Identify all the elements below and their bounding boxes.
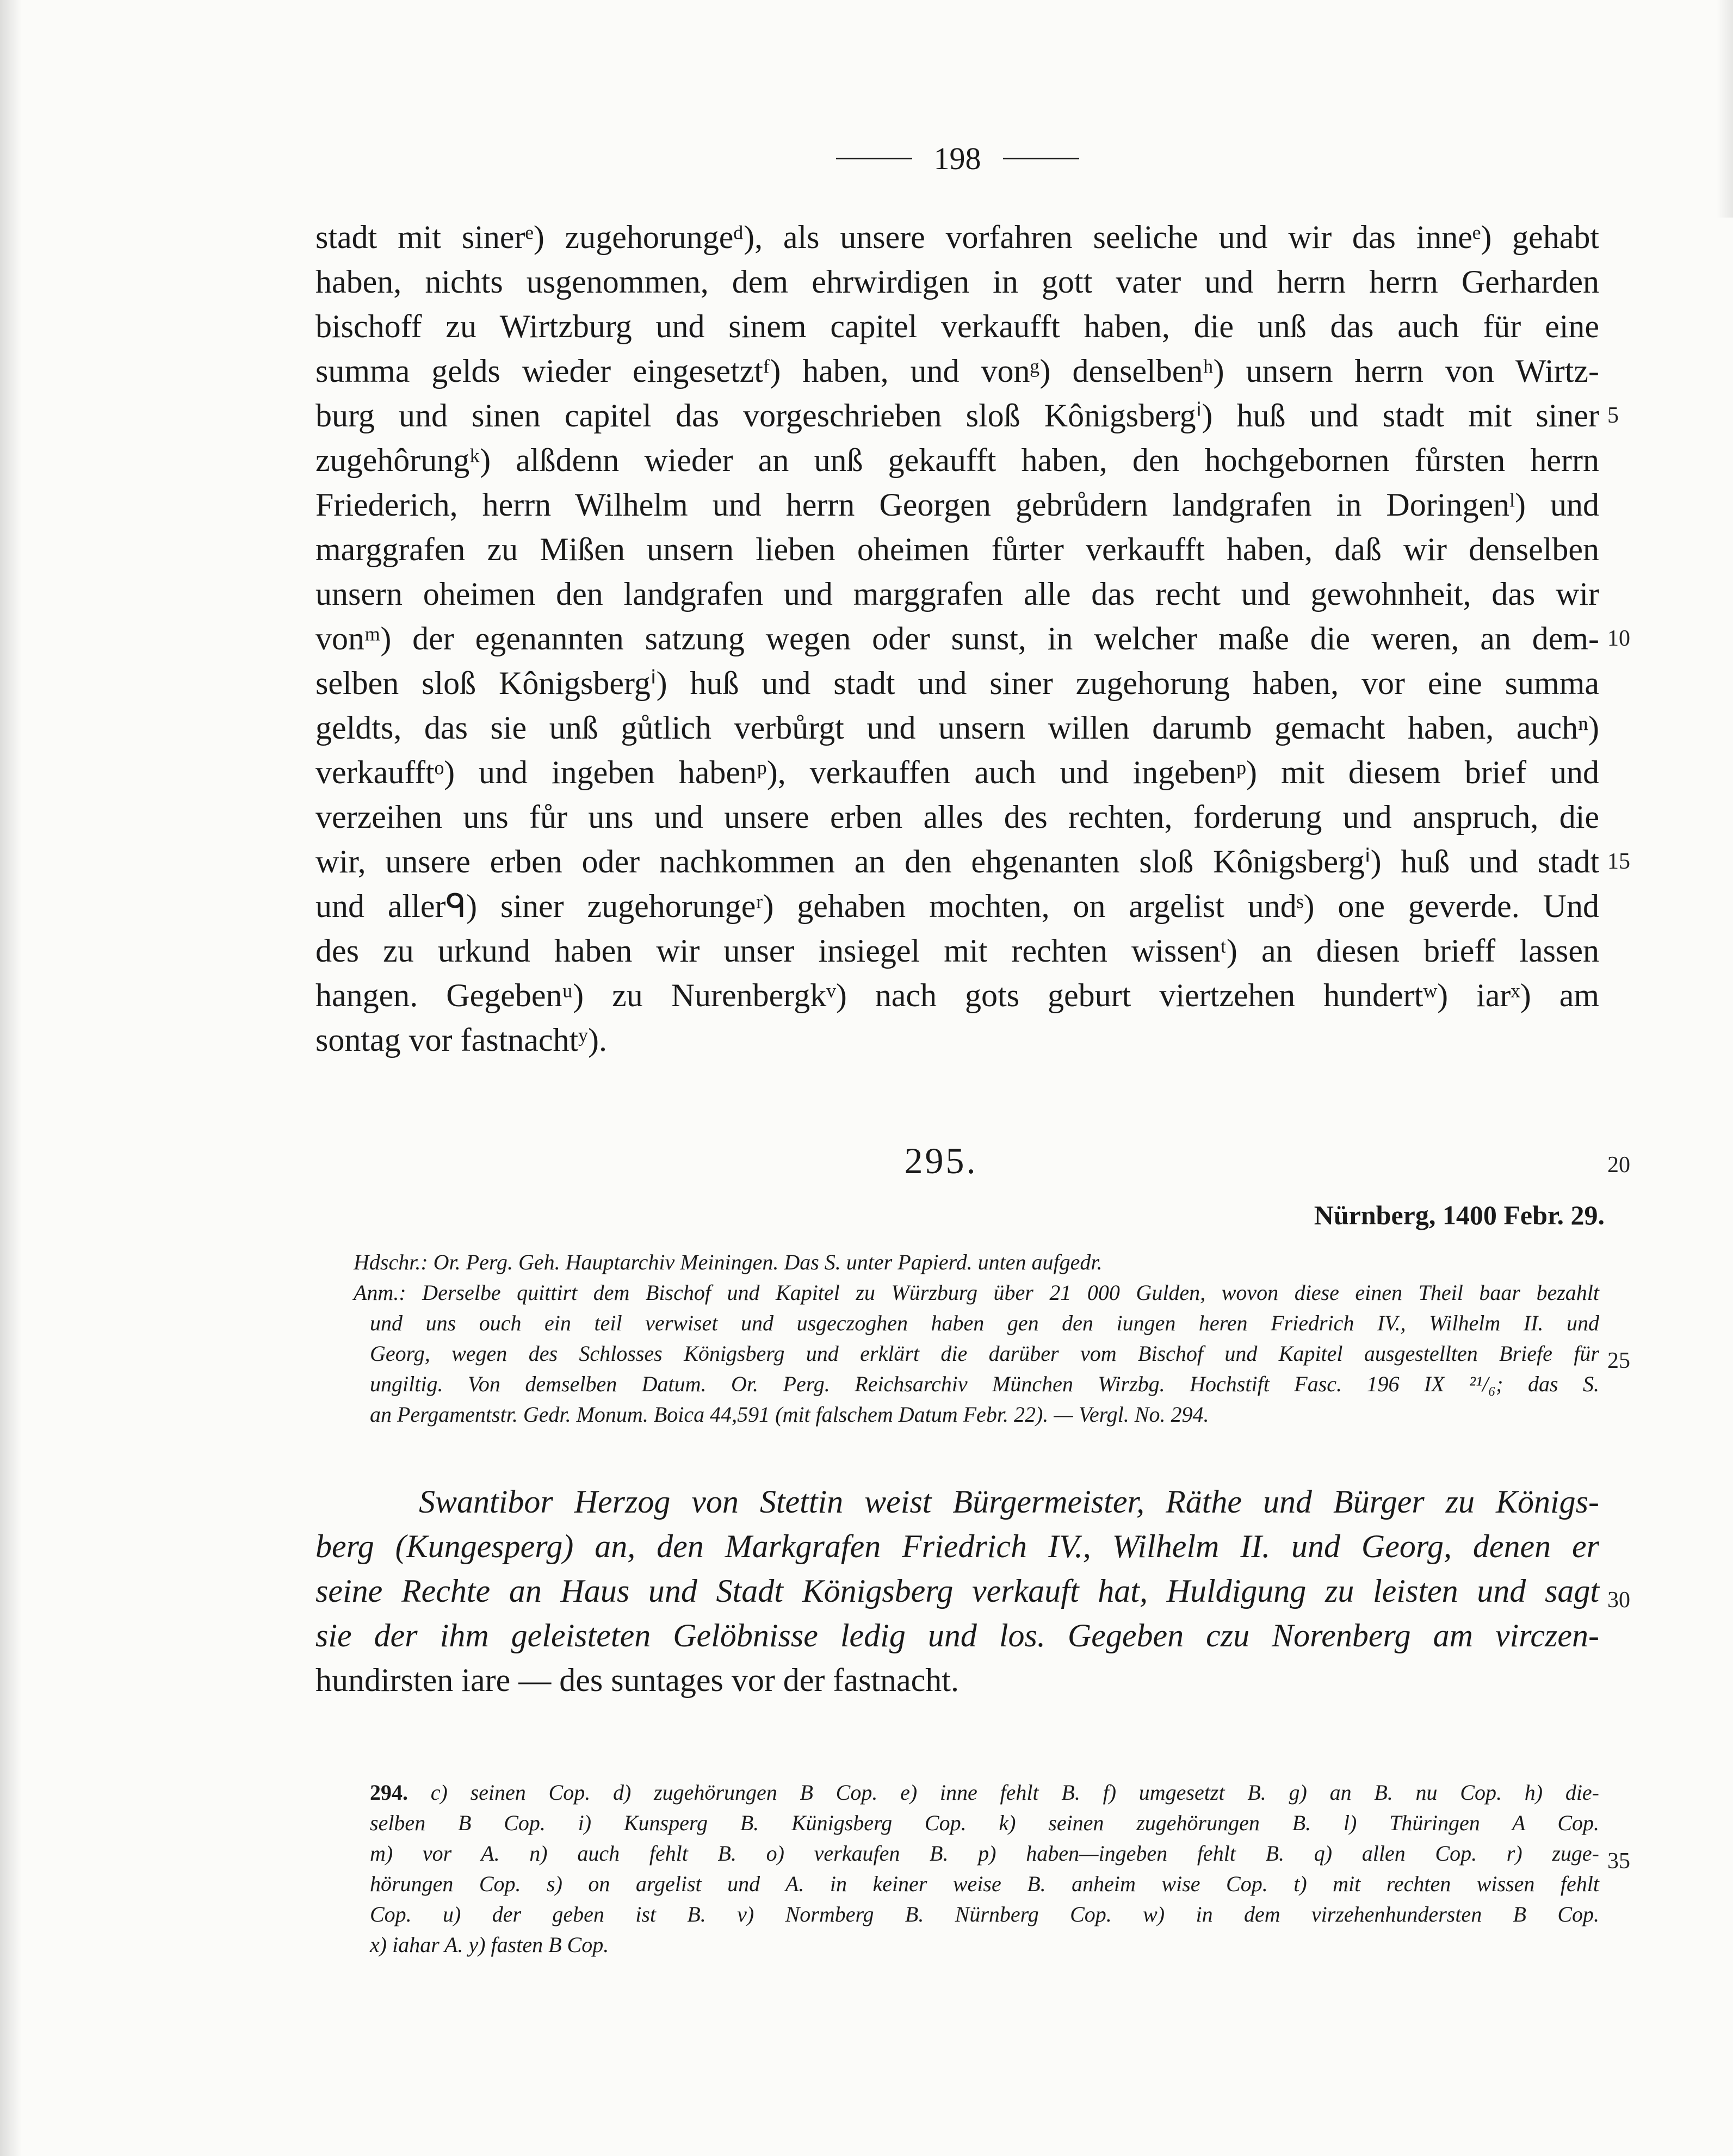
regest xyxy=(315,1479,1599,1702)
apparatus-line: Anm.: Derselbe quittirt dem Bischof und Kapitel zu Würzburg über 21 000 Gulden, wovon diese einen Theil baar bezahlt xyxy=(354,1280,1599,1305)
note-line: x) iahar A. y) fasten B Cop. xyxy=(370,1932,609,1957)
note-line: Cop. u) der geben ist B. v) Normberg B. Nürnberg Cop. w) in dem virzehenhundersten B Cop. xyxy=(370,1902,1599,1926)
apparatus-line: an Pergamentstr. Gedr. Monum. Boica 44,591 (mit falschem Datum Febr. 22). — Vergl. No. 294. xyxy=(370,1402,1209,1427)
apparatus-line: ungiltig. Von demselben Datum. Or. Perg. Reichsarchiv München Wirzbg. Hochstift Fasc. 196 IX ²¹/₆; das S. xyxy=(370,1372,1599,1396)
text-line: bischoff zu Wirtzburg und sinem capitel verkaufft haben, die unß das auch für eine xyxy=(315,308,1599,344)
regest-line: sie der ihm geleisteten Gelöbnisse ledig und los. Gegeben czu Norenberg am virczen- xyxy=(315,1618,1599,1653)
textual-notes xyxy=(370,1777,1599,1960)
text-line: geldts, das sie unß gůtlich verbůrgt und unsern willen darumb gemacht haben, auchⁿ) xyxy=(315,710,1599,746)
apparatus-line: und uns ouch ein teil verwiset und usgeczoghen haben gen den iungen heren Friedrich IV., Wilhelm II. und xyxy=(370,1311,1599,1335)
text-line: des zu urkund haben wir unser insiegel mit rechten wissenᵗ) an diesen brieff lassen xyxy=(315,933,1599,969)
text-line: selben sloß Kônigsbergⁱ) huß und stadt und siner zugehorung haben, vor eine summa xyxy=(315,665,1599,701)
text-line: marggrafen zu Mißen unsern lieben oheimen fůrter verkaufft haben, daß wir denselben xyxy=(315,531,1599,567)
text-line: sontag vor fastnachtʸ). xyxy=(315,1022,607,1058)
header-dash-right xyxy=(1003,158,1079,159)
text-line: wir, unsere erben oder nachkommen an den ehgenanten sloß Kônigsbergⁱ) huß und stadt xyxy=(315,844,1599,879)
regest-line: seine Rechte an Haus und Stadt Königsberg verkauft hat, Huldigung zu leisten und sagt xyxy=(315,1573,1599,1609)
text-line: stadt mit sinerᵉ) zugehorungeᵈ), als unsere vorfahren seeliche und wir das inneᵉ) gehabt xyxy=(315,219,1599,255)
charter-text xyxy=(315,215,1599,1062)
regest-line: berg (Kungesperg) an, den Markgrafen Friedrich IV., Wilhelm II. und Georg, denen er xyxy=(315,1528,1599,1564)
note-text: c) seinen Cop. d) zugehörungen B Cop. e) inne fehlt B. f) umgesetzt B. g) an B. nu Cop. h) die- xyxy=(430,1780,1600,1805)
document-number: 295. xyxy=(904,1140,978,1181)
notes-label: 294. xyxy=(370,1780,408,1805)
note-line: selben B Cop. i) Kunsperg B. Künigsberg Cop. k) seinen zugehörungen B. l) Thüringen A Cop. xyxy=(370,1811,1599,1835)
text-line: hangen. Gegebenᵘ) zu Nurenbergkᵛ) nach gots geburt viertzehen hundertʷ) iarˣ) am xyxy=(315,977,1599,1013)
text-line: unsern oheimen den landgrafen und marggrafen alle das recht und gewohnheit, das wir xyxy=(315,576,1599,612)
text-line: Friederich, herrn Wilhelm und herrn Georgen gebrůdern landgrafen in Doringenˡ) und xyxy=(315,487,1599,523)
page-number: 198 xyxy=(933,141,981,176)
line-number: 10 xyxy=(1607,626,1630,651)
apparatus-line: Georg, wegen des Schlosses Königsberg und erklärt die darüber vom Bischof und Kapitel ausgestellten Briefe für xyxy=(370,1341,1599,1366)
text-line: vonᵐ) der egenannten satzung wegen oder sunst, in welcher maße die weren, an dem- xyxy=(315,621,1599,656)
text-line: verzeihen uns fůr uns und unsere erben alles des rechten, forderung und anspruch, die xyxy=(315,799,1599,835)
apparatus-line: Hdschr.: Or. Perg. Geh. Hauptarchiv Meiningen. Das S. unter Papierd. unten aufgedr. xyxy=(354,1250,1103,1274)
header-dash-left xyxy=(836,158,912,159)
text-line: haben, nichts usgenommen, dem ehrwirdigen in gott vater und herrn herrn Gerharden xyxy=(315,264,1599,300)
document-place-date: Nürnberg, 1400 Febr. 29. xyxy=(1314,1200,1605,1230)
line-number: 20 xyxy=(1607,1153,1630,1178)
line-number: 5 xyxy=(1607,403,1619,428)
regest-line: hundirsten iare — des suntages vor der fastnacht. xyxy=(315,1662,959,1698)
line-number: 35 xyxy=(1607,1849,1630,1874)
text-line: verkaufftᵒ) und ingeben habenᵖ), verkauffen auch und ingebenᵖ) mit diesem brief und xyxy=(315,754,1599,790)
apparatus xyxy=(354,1247,1599,1430)
scan-edge-shadow xyxy=(0,0,22,2156)
page-header xyxy=(810,140,1104,177)
scan-edge-shadow-right xyxy=(1717,0,1733,218)
note-line: hörungen Cop. s) on argelist und A. in keiner weise B. anheim wise Cop. t) mit rechten wissen fehlt xyxy=(370,1872,1599,1896)
note-line xyxy=(370,1777,1599,1808)
text-line: summa gelds wieder eingesetztᶠ) haben, und vonᵍ) denselbenʰ) unsern herrn von Wirtz- xyxy=(315,353,1599,389)
text-line: burg und sinen capitel das vorgeschrieben sloß Kônigsbergⁱ) huß und stadt mit siner xyxy=(315,398,1599,433)
text-line: und allerᑫ) siner zugehorungeʳ) gehaben mochten, on argelist undˢ) one geverde. Und xyxy=(315,888,1599,924)
text-line: zugehôrungᵏ) alßdenn wieder an unß gekaufft haben, den hochgebornen fůrsten herrn xyxy=(315,442,1599,478)
line-number: 25 xyxy=(1607,1348,1630,1373)
regest-line: Swantibor Herzog von Stettin weist Bürgermeister, Räthe und Bürger zu Königs- xyxy=(419,1484,1599,1520)
line-number: 15 xyxy=(1607,849,1630,874)
line-number: 30 xyxy=(1607,1588,1630,1613)
note-line: m) vor A. n) auch fehlt B. o) verkaufen B. p) haben—ingeben fehlt B. q) allen Cop. r) zuge- xyxy=(370,1841,1599,1866)
